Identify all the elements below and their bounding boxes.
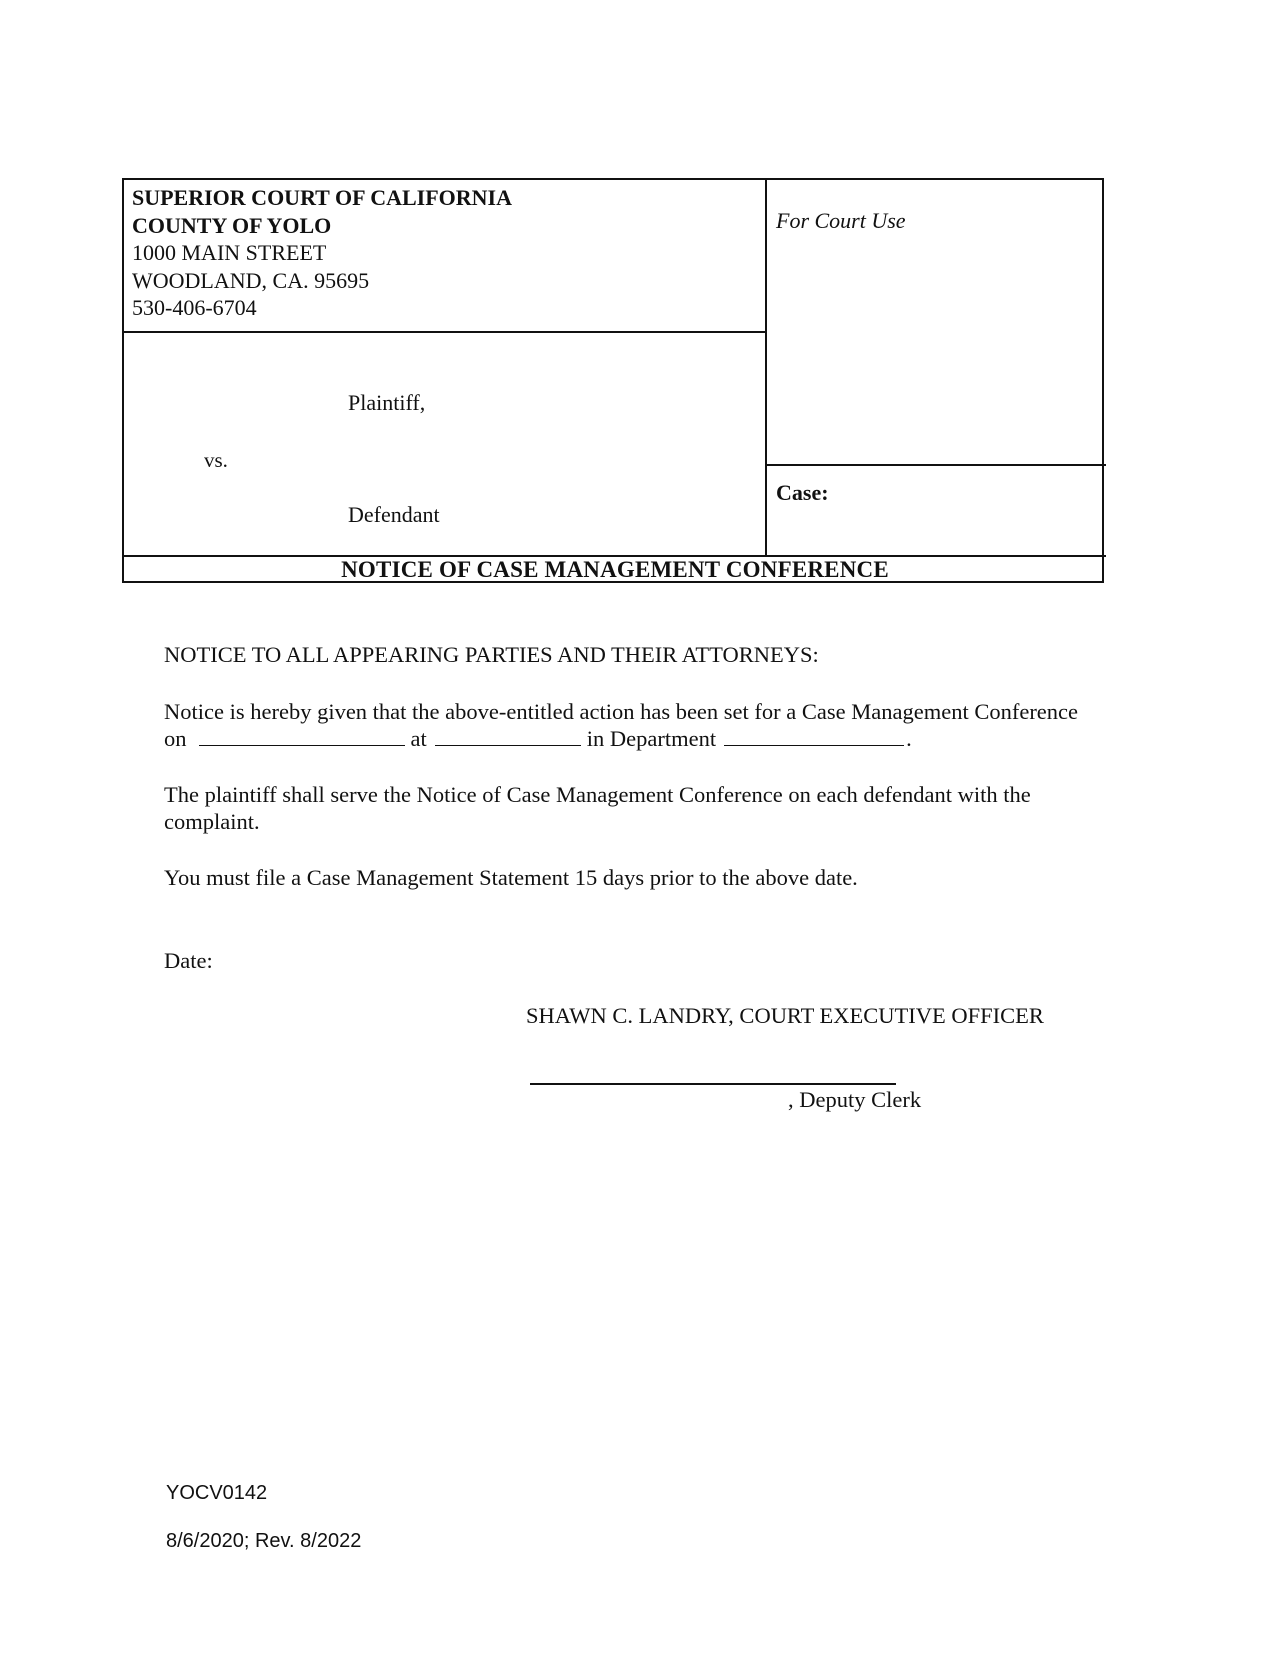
court-city: WOODLAND, CA. 95695 (132, 267, 370, 293)
notice-to-parties: NOTICE TO ALL APPEARING PARTIES AND THEIR ATTORNEYS: (164, 642, 819, 667)
notice-text: Notice is hereby given that the above-entitled action has been set for a Case Management Conference on (164, 699, 1079, 751)
date-label: Date: (164, 948, 213, 973)
plaintiff-label: Plaintiff, (348, 390, 426, 415)
court-county: COUNTY OF YOLO (132, 212, 332, 238)
caption-divider-vertical (765, 180, 767, 555)
case-number-label: Case: (776, 480, 829, 505)
conference-time-blank (435, 725, 581, 746)
executive-officer: SHAWN C. LANDRY, COURT EXECUTIVE OFFICER (526, 1003, 1044, 1028)
notice-department: in Department (586, 726, 717, 751)
statement-paragraph: You must file a Case Management Statement 15 days prior to the above date. (164, 865, 858, 890)
court-phone: 530-406-6704 (132, 295, 257, 320)
document-title: NOTICE OF CASE MANAGEMENT CONFERENCE (341, 557, 889, 582)
notice-period: . (906, 726, 912, 751)
department-blank (724, 725, 904, 746)
caption-divider-case (766, 464, 1106, 466)
serve-paragraph: The plaintiff shall serve the Notice of Case Management Conference on each defendant with the complaint. (164, 782, 1031, 834)
signature-line (530, 1083, 896, 1085)
court-street: 1000 MAIN STREET (132, 240, 327, 265)
notice-at: at (410, 726, 427, 751)
defendant-label: Defendant (348, 502, 440, 527)
notice-paragraph (164, 698, 1084, 752)
vs-label: vs. (204, 448, 228, 472)
form-revision: 8/6/2020; Rev. 8/2022 (166, 1530, 362, 1552)
conference-date-blank (199, 725, 405, 746)
court-use-label: For Court Use (776, 208, 906, 233)
court-name: SUPERIOR COURT OF CALIFORNIA (132, 185, 512, 210)
caption-divider-court (124, 331, 766, 333)
caption-box (122, 178, 1104, 583)
deputy-clerk-label: , Deputy Clerk (788, 1087, 922, 1112)
form-id: YOCV0142 (166, 1482, 268, 1504)
court-address-block (132, 184, 512, 322)
